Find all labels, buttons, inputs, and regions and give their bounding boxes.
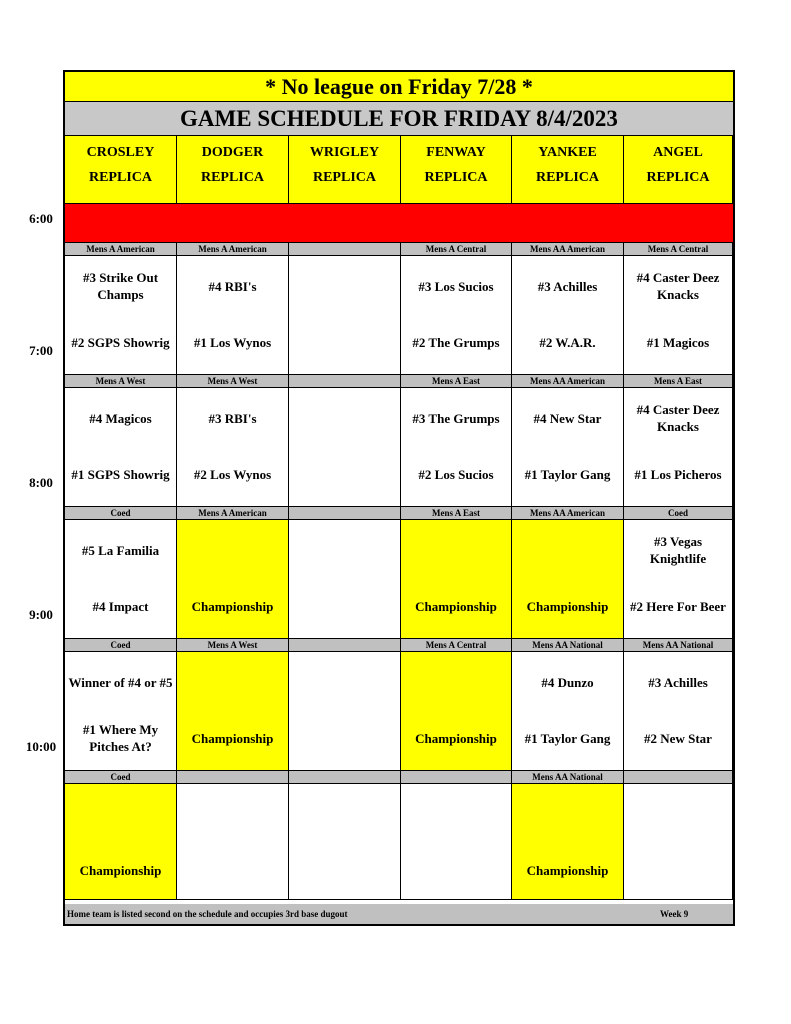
- division-label: Mens A West: [65, 375, 177, 388]
- away-team: [67, 790, 174, 838]
- game-cell: [65, 388, 177, 507]
- home-team: Championship: [526, 598, 609, 614]
- home-team: #1 Los Wynos: [193, 334, 272, 350]
- away-team: #3 Achilles: [648, 674, 708, 690]
- field-name: ANGEL: [653, 145, 703, 160]
- away-team: [514, 526, 621, 574]
- field-name: DODGER: [201, 145, 264, 160]
- time-label: 10:00: [25, 739, 57, 754]
- home-team: [291, 582, 398, 630]
- division-label: [289, 507, 401, 520]
- division-label: Mens AA American: [512, 243, 624, 256]
- game-cell: [401, 652, 512, 771]
- away-team: #4 Magicos: [89, 410, 152, 426]
- away-team: [291, 262, 398, 310]
- away-team: #4 New Star: [533, 410, 602, 426]
- home-team: [291, 714, 398, 762]
- away-team: #3 Vegas Knightlife: [649, 534, 707, 566]
- game-cell: [624, 520, 733, 639]
- away-team: #4 Caster Deez Knacks: [636, 402, 720, 434]
- field-name: WRIGLEY: [309, 145, 380, 160]
- division-label: Mens A Central: [401, 639, 512, 652]
- home-team: #2 W.A.R.: [539, 334, 596, 350]
- division-label: Coed: [65, 771, 177, 784]
- home-team: Championship: [415, 598, 497, 614]
- division-label: Mens AA American: [512, 507, 624, 520]
- field-subtitle: REPLICA: [646, 170, 710, 185]
- time-label: 6:00: [29, 211, 53, 226]
- home-team: #1 Taylor Gang: [524, 730, 611, 746]
- game-cell: [65, 784, 177, 900]
- home-team: #2 Los Wynos: [193, 466, 272, 482]
- game-cell: [624, 784, 733, 900]
- division-label: Mens A West: [177, 375, 289, 388]
- division-label: Mens AA American: [512, 375, 624, 388]
- field-name: FENWAY: [426, 145, 486, 160]
- home-team: #2 Here For Beer: [630, 598, 726, 614]
- time-label: 7:00: [29, 343, 53, 358]
- notice-banner: * No league on Friday 7/28 *: [65, 72, 733, 102]
- field-subtitle: REPLICA: [200, 170, 264, 185]
- home-team: Championship: [191, 730, 274, 746]
- division-label: Mens A East: [401, 507, 512, 520]
- schedule-sheet: [63, 70, 735, 926]
- division-label: Mens A American: [177, 243, 289, 256]
- home-team: #2 SGPS Showrig: [71, 334, 170, 350]
- division-label: [289, 375, 401, 388]
- game-cell: [512, 784, 624, 900]
- home-team: #1 SGPS Showrig: [71, 466, 170, 482]
- home-team: #2 Los Sucios: [418, 466, 494, 482]
- division-label: Coed: [65, 639, 177, 652]
- home-team: Championship: [415, 730, 497, 746]
- home-team: [626, 846, 730, 894]
- division-label: Mens A Central: [401, 243, 512, 256]
- home-team: Championship: [79, 862, 162, 878]
- field-header: [401, 136, 512, 203]
- away-team: [403, 526, 509, 574]
- field-subtitle: REPLICA: [88, 170, 152, 185]
- home-team: #1 Los Picheros: [634, 466, 722, 482]
- away-team: [291, 790, 398, 838]
- away-team: #3 Achilles: [537, 278, 598, 294]
- home-team: #4 Impact: [92, 598, 149, 614]
- division-label: Mens A East: [624, 375, 733, 388]
- division-label: Mens A Central: [624, 243, 733, 256]
- game-cell: [624, 652, 733, 771]
- away-team: [179, 790, 286, 838]
- home-team: #2 New Star: [644, 730, 712, 746]
- game-cell: [624, 256, 733, 375]
- game-cell: [624, 388, 733, 507]
- field-header: [65, 136, 177, 203]
- game-cell: [401, 520, 512, 639]
- division-label: [289, 243, 401, 256]
- game-cell: [289, 784, 401, 900]
- red-divider-bar: [65, 203, 733, 243]
- game-cell: [65, 520, 177, 639]
- away-team: [179, 526, 286, 574]
- division-label: [289, 639, 401, 652]
- away-team: #3 Los Sucios: [418, 278, 494, 294]
- game-cell: [401, 388, 512, 507]
- away-team: [291, 394, 398, 442]
- game-cell: [512, 388, 624, 507]
- away-team: #3 RBI's: [208, 410, 257, 426]
- division-label: [401, 771, 512, 784]
- division-label: [624, 771, 733, 784]
- home-team: #2 The Grumps: [412, 334, 500, 350]
- game-cell: [401, 784, 512, 900]
- division-label: Mens A West: [177, 639, 289, 652]
- game-cell: [512, 256, 624, 375]
- home-team: #1 Taylor Gang: [524, 466, 611, 482]
- week-label: Week 9: [660, 909, 689, 919]
- game-cell: [65, 256, 177, 375]
- away-team: [626, 790, 730, 838]
- division-label: Mens AA National: [512, 639, 624, 652]
- game-cell: [177, 784, 289, 900]
- away-team: #3 The Grumps: [412, 410, 500, 426]
- game-cell: [512, 520, 624, 639]
- game-cell: [177, 256, 289, 375]
- time-label: 8:00: [29, 475, 53, 490]
- time-label: 9:00: [29, 607, 53, 622]
- field-subtitle: REPLICA: [535, 170, 599, 185]
- home-team: Championship: [191, 598, 274, 614]
- home-team: Championship: [526, 862, 609, 878]
- home-team: [291, 846, 398, 894]
- game-cell: [289, 520, 401, 639]
- game-cell: [401, 256, 512, 375]
- game-cell: [65, 652, 177, 771]
- field-header: [624, 136, 733, 203]
- away-team: #4 Dunzo: [541, 674, 594, 690]
- footer-note: Home team is listed second on the schedule and occupies 3rd base dugout: [67, 909, 348, 919]
- division-label: Mens AA National: [624, 639, 733, 652]
- field-header: [177, 136, 289, 203]
- division-label: Mens AA National: [512, 771, 624, 784]
- away-team: [291, 658, 398, 706]
- away-team: [514, 790, 621, 838]
- home-team: #1 Where My Pitches At?: [82, 722, 159, 754]
- away-team: #4 Caster Deez Knacks: [636, 270, 720, 302]
- game-cell: [177, 520, 289, 639]
- game-cell: [289, 388, 401, 507]
- field-header: [512, 136, 624, 203]
- game-cell: [289, 652, 401, 771]
- division-label: [177, 771, 289, 784]
- game-cell: [177, 388, 289, 507]
- away-team: [403, 658, 509, 706]
- home-team: [291, 450, 398, 498]
- away-team: #3 Strike Out Champs: [82, 270, 159, 302]
- away-team: [291, 526, 398, 574]
- home-team: [179, 846, 286, 894]
- division-label: Mens A East: [401, 375, 512, 388]
- page-title: GAME SCHEDULE FOR FRIDAY 8/4/2023: [65, 102, 733, 136]
- home-team: [291, 318, 398, 366]
- away-team: Winner of #4 or #5: [68, 674, 173, 690]
- division-label: Coed: [624, 507, 733, 520]
- field-name: CROSLEY: [86, 145, 155, 160]
- field-header: [289, 136, 401, 203]
- field-name: YANKEE: [538, 145, 597, 160]
- field-subtitle: REPLICA: [424, 170, 488, 185]
- division-label: [289, 771, 401, 784]
- game-cell: [177, 652, 289, 771]
- division-label: Mens A American: [65, 243, 177, 256]
- home-team: [403, 846, 509, 894]
- division-label: Mens A American: [177, 507, 289, 520]
- game-cell: [512, 652, 624, 771]
- footer-bar: [65, 904, 733, 924]
- field-subtitle: REPLICA: [312, 170, 376, 185]
- home-team: #1 Magicos: [646, 334, 710, 350]
- game-cell: [289, 256, 401, 375]
- away-team: #4 RBI's: [208, 278, 257, 294]
- away-team: #5 La Familia: [81, 542, 160, 558]
- away-team: [403, 790, 509, 838]
- away-team: [179, 658, 286, 706]
- division-label: Coed: [65, 507, 177, 520]
